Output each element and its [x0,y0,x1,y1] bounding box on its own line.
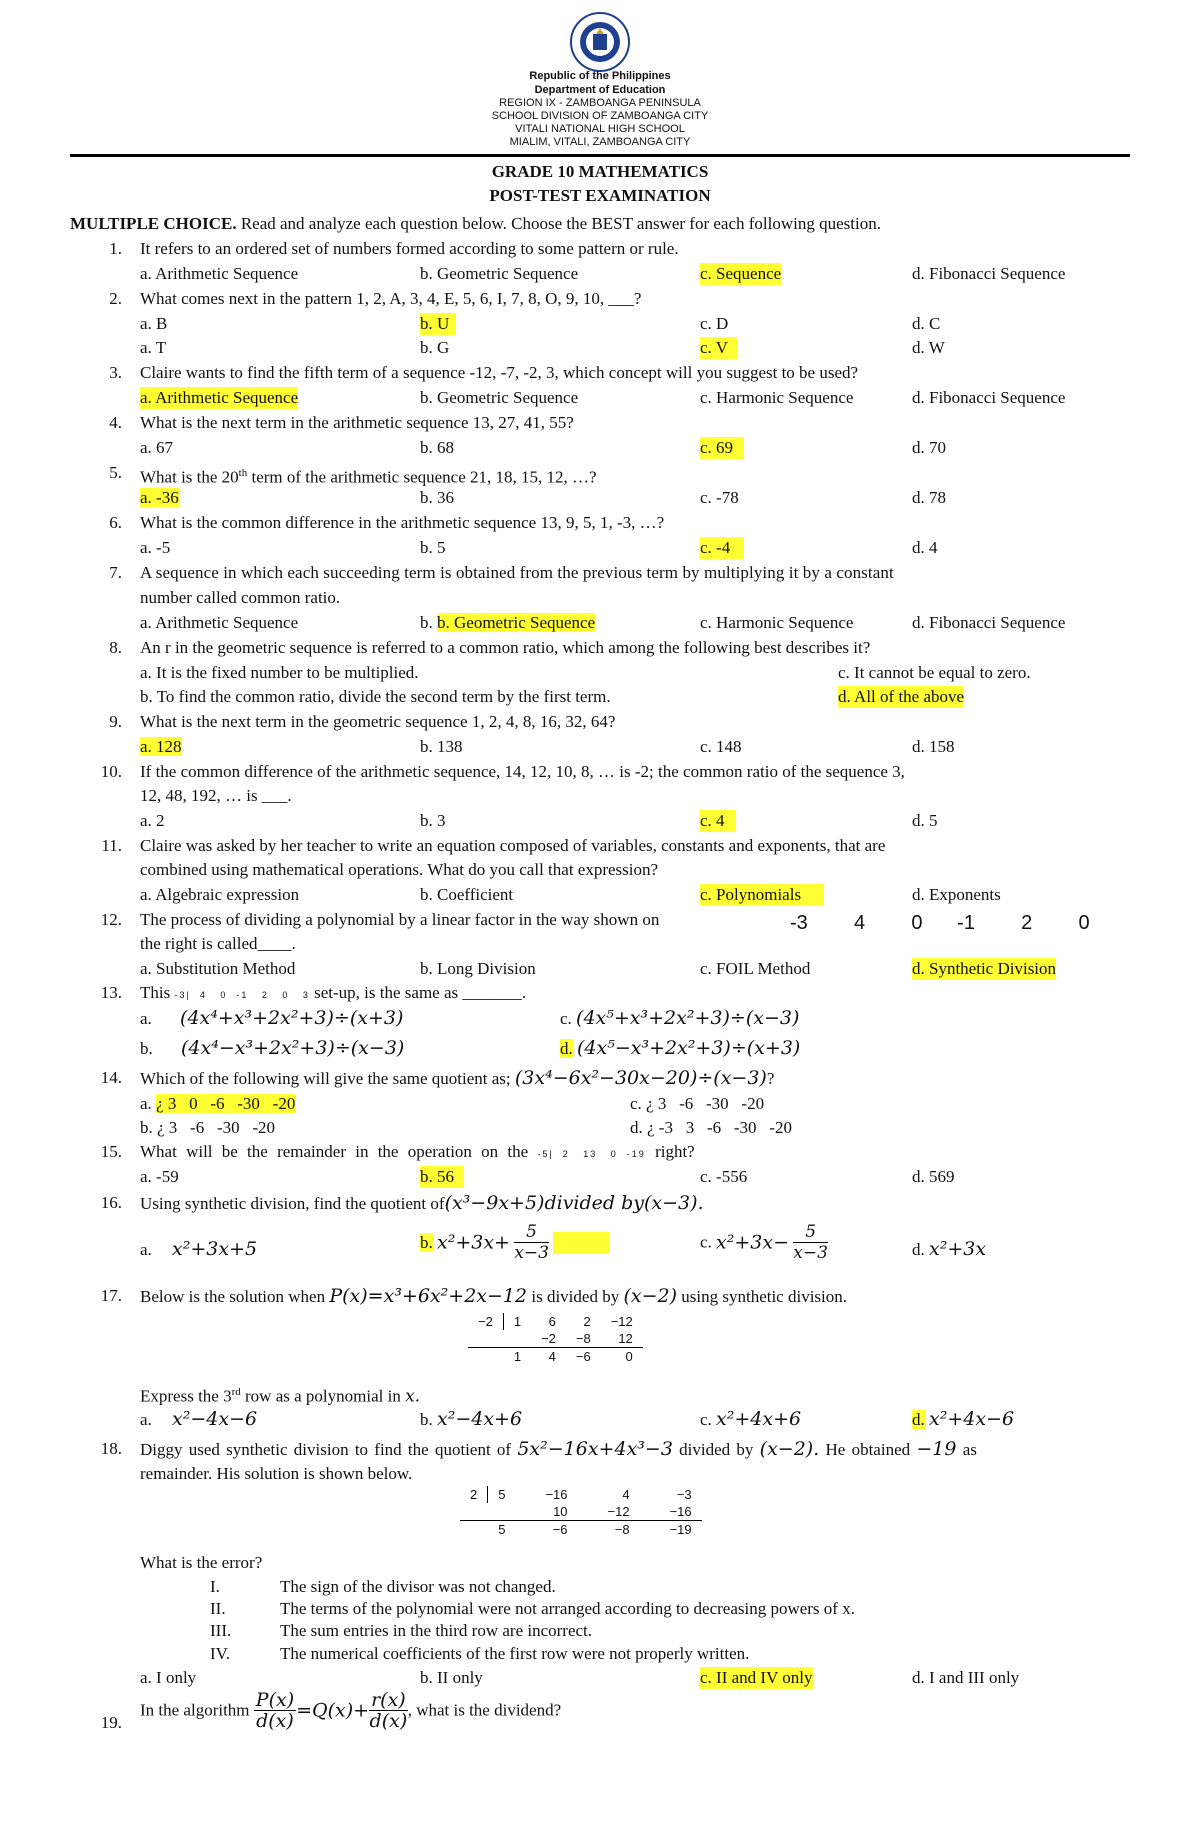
question-number: 7. [109,563,122,582]
header-divider [70,154,1130,157]
q13-synthetic-setup: -3| 4 0 -1 2 0 3 [174,990,310,1000]
q10-option-b: b. 3 [420,811,446,830]
syn18-cell: −8 [614,1522,630,1537]
q12-option-d: d. Synthetic Division [912,959,1057,978]
q18-expr-3: −19 [916,1438,957,1460]
q15-option-b: b. 56 [420,1166,464,1188]
syn17-cell: −8 [575,1331,591,1346]
q17-option-a [140,1408,257,1431]
q15-option-d: d. 569 [912,1167,955,1186]
q17-option-c-expr: x²+4x+6 [716,1408,802,1430]
question-number: 2. [109,289,122,308]
q9-option-b: b. 138 [420,737,463,756]
q16-option-b-expr: x²+3x+ [437,1231,510,1254]
question-number: 17. [100,1286,122,1305]
q17-text-post: using synthetic division. [681,1287,848,1306]
q12-option-b: b. Long Division [420,959,536,978]
q5-option-b: b. 36 [420,488,454,507]
q18-expr-1: 5x²−16x+4x³−3 [517,1438,673,1460]
question-number: 12. [100,910,122,929]
q17-express [140,1381,420,1408]
q17-option-d-label: d. [912,1410,925,1429]
question-8: An r in the geometric sequence is referred to a common ratio, which among the following best describes it? [140,638,871,657]
q16-option-c-denominator: x−3 [793,1243,828,1263]
q16-option-b-label: b. [420,1232,433,1252]
q19-fraction-2 [369,1690,408,1731]
q18-option-b: b. II only [420,1668,483,1687]
header-republic: Republic of the Philippines [529,70,671,82]
q2-option-a2: a. T [140,338,167,357]
q11-option-b: b. Coefficient [420,885,514,904]
syn18-cell: −6 [552,1522,568,1537]
q15-synthetic-setup: -5| 2 13 0 -19 [537,1149,646,1159]
q2-option-c2: c. V [700,337,738,359]
q13-option-a-label: a. [140,1009,152,1028]
syn18-row-3 [460,1521,702,1539]
q16-option-a-label: a. [140,1240,152,1259]
q17-option-b [420,1408,522,1431]
q10-option-a: a. 2 [140,811,165,830]
q2-option-d: d. C [912,314,941,333]
q10-option-c: c. 4 [700,810,736,832]
q17-express-x: x. [405,1386,421,1407]
question-13 [140,982,526,1006]
q5-superscript: th [238,467,248,479]
syn17-cell: 0 [625,1349,633,1364]
q14-option-c-label: c. [630,1094,642,1113]
syn18-cell: 4 [622,1487,630,1502]
question-number: 3. [109,363,122,382]
question-number: 6. [109,513,122,532]
q16-option-b [420,1222,609,1274]
q6-option-b: b. 5 [420,538,446,557]
syn18-cell: 2 [460,1486,488,1503]
q3-option-a: a. Arithmetic Sequence [140,388,299,407]
q13-option-b [140,1037,404,1060]
q14-text-pre: Which of the following will give the same quotient as; [140,1069,511,1088]
q18-statement-1: The sign of the divisor was not changed. [280,1577,556,1596]
q13-option-a [140,1007,403,1030]
question-12-line-2: the right is called____. [140,934,296,953]
q17-option-c-label: c. [700,1410,712,1429]
question-18-line-2: remainder. His solution is shown below. [140,1464,413,1483]
question-number: 18. [100,1439,122,1458]
syn18-cell [460,1503,488,1521]
question-17 [140,1285,847,1308]
q13-option-b-label: b. [140,1039,153,1058]
q14-option-d [630,1117,792,1139]
q11-option-c: c. Polynomials [700,884,824,906]
q8-option-a: a. It is the fixed number to be multiplied. [140,663,419,682]
header-department: Department of Education [534,84,666,96]
syn17-row-1 [468,1313,643,1330]
q5-text-pre: What is the 20 [140,467,239,487]
q19-text-post: , what is the dividend? [407,1700,562,1720]
q14-expr: (3x⁴−6x²−30x−20)÷(x−3) [514,1067,767,1089]
q6-option-c: c. -4 [700,537,744,559]
syn17-row-3 [468,1348,643,1366]
q18-option-d: d. I and III only [912,1668,1020,1687]
q16-option-c-numerator: 5 [793,1222,828,1243]
q2-option-c: c. D [700,314,729,333]
q16-option-b-highlight [553,1232,609,1254]
q6-option-d: d. 4 [912,538,938,557]
q17-text-pre: Below is the solution when [140,1287,326,1306]
question-18-line-1 [140,1438,977,1461]
question-number: 13. [100,983,122,1002]
question-number: 15. [100,1142,122,1161]
q19-expr-mid: =Q(x)+ [296,1699,370,1722]
q8-option-d: d. All of the above [838,687,965,706]
q16-option-c-fraction [793,1222,828,1263]
q18-roman-4: IV. [210,1644,230,1663]
q18-text-pre: Diggy used synthetic division to find the quotient of [140,1440,512,1459]
q10-option-d: d. 5 [912,811,938,830]
instructions-text: Read and analyze each question below. Choose the BEST answer for each following question. [236,214,881,233]
q2-option-b: b. U [420,313,456,335]
syn17-cell: −12 [610,1314,633,1329]
q13-option-b-expr: (4x⁴−x³+2x²+3)÷(x−3) [181,1037,405,1059]
q7-option-d: d. Fibonacci Sequence [912,613,1066,632]
q4-option-b: b. 68 [420,438,454,457]
q13-option-d [560,1037,800,1060]
question-number: 16. [100,1193,122,1212]
question-number: 19. [100,1713,122,1732]
syn17-cell [468,1348,503,1366]
q16-option-d [912,1238,986,1261]
question-1: It refers to an ordered set of numbers formed according to some pattern or rule. [140,239,679,258]
q19-denominator-1: d(x) [256,1710,294,1732]
question-15 [140,1141,695,1165]
q17-express-pre: Express the 3 [140,1386,232,1406]
question-12-line-1: The process of dividing a polynomial by a linear factor in the way shown on [140,910,660,929]
q4-option-d: d. 70 [912,438,946,457]
q17-synthetic-division-table [468,1313,643,1365]
syn18-cell: 5 [498,1487,506,1502]
syn18-cell: −16 [669,1504,692,1519]
syn17-cell: −6 [575,1349,591,1364]
q5-text-post: term of the arithmetic sequence 21, 18, 15, 12, …? [247,467,597,487]
q18-roman-2: II. [210,1599,226,1618]
q14-option-c [630,1093,764,1115]
q19-text-pre: In the algorithm [140,1700,250,1720]
question-5 [140,462,597,489]
q19-denominator-2: d(x) [369,1710,408,1732]
q1-option-d: d. Fibonacci Sequence [912,264,1066,283]
question-7-line-2: number called common ratio. [140,588,341,607]
q13-option-c [560,1007,799,1030]
q15-option-c: c. -556 [700,1167,748,1186]
q16-option-d-expr: x²+3x [929,1238,987,1260]
question-11-line-1: Claire was asked by her teacher to write an equation composed of variables, constants and exponents, that are [140,836,886,855]
q14-option-b-value: ¿ 3 -6 -30 -20 [157,1118,276,1137]
q14-option-b [140,1117,275,1139]
q15-option-a: a. -59 [140,1167,179,1186]
q15-text-pre: What will be the remainder in the operation on the [140,1142,529,1161]
q7-option-a: a. Arithmetic Sequence [140,613,299,632]
q9-option-a-text: a. 128 [140,737,182,756]
q18-expr-2: (x−2). [759,1438,820,1460]
q3-option-d: d. Fibonacci Sequence [912,388,1066,407]
q14-option-a-value: ¿ 3 0 -6 -30 -20 [156,1094,296,1113]
q5-option-a [140,487,179,509]
syn17-cell: 2 [583,1314,591,1329]
q13-option-d-label: d. [560,1039,573,1058]
q13-option-a-expr: (4x⁴+x³+2x²+3)÷(x+3) [180,1007,404,1029]
q12-option-c: c. FOIL Method [700,959,811,978]
question-number: 4. [109,413,122,432]
q17-text-mid: is divided by [531,1287,620,1306]
q7-option-b: b. b. Geometric Sequence [420,613,596,632]
question-number: 11. [101,836,122,855]
syn17-cell: 6 [548,1314,556,1329]
q14-option-a [140,1093,295,1115]
q17-option-a-expr: x²−4x−6 [172,1408,258,1430]
q16-option-d-label: d. [912,1240,925,1259]
q14-option-d-label: d. [630,1118,643,1137]
syn18-row-2 [460,1503,702,1521]
q14-option-c-value: ¿ 3 -6 -30 -20 [646,1094,765,1113]
syn18-cell: −16 [545,1487,568,1502]
q7-option-c: c. Harmonic Sequence [700,613,854,632]
question-14 [140,1067,774,1090]
q8-option-b: b. To find the common ratio, divide the second term by the first term. [140,687,611,706]
syn18-cell: −3 [676,1487,692,1502]
q2-option-a: a. B [140,314,168,333]
q19-numerator-1: P(x) [255,1689,295,1711]
question-number: 14. [100,1068,122,1087]
syn18-cell: 10 [553,1504,568,1519]
q16-option-c-expr: x²+3x− [716,1231,790,1254]
q18-statement-3: The sum entries in the third row are incorrect. [280,1621,593,1640]
instructions [70,213,881,235]
q16-expr: (x³−9x+5)divided by(x−3). [444,1192,704,1214]
syn17-cell [468,1330,503,1348]
q9-option-a [140,736,182,758]
syn18-cell: 5 [498,1522,506,1537]
q4-option-a: a. 67 [140,438,174,457]
header-region: REGION IX - ZAMBOANGA PENINSULA [499,97,701,109]
syn18-cell [460,1521,488,1539]
question-6: What is the common difference in the arithmetic sequence 13, 9, 5, 1, -3, …? [140,513,665,532]
syn18-cell [488,1503,516,1521]
q16-option-a [140,1238,257,1261]
q18-what-is-error: What is the error? [140,1553,263,1572]
q19-fraction-1 [254,1690,296,1731]
q17-option-d [912,1408,1014,1431]
q18-statement-4: The numerical coefficients of the first row were not properly written. [280,1644,750,1663]
q17-express-sup: rd [231,1386,241,1398]
syn17-row-2 [468,1330,643,1348]
question-number: 1. [109,239,122,258]
syn17-cell: 1 [513,1349,522,1364]
question-number: 9. [109,712,122,731]
q18-option-c: c. II and IV only [700,1668,813,1687]
question-11-line-2: combined using mathematical operations. What do you call that expression? [140,860,659,879]
q4-option-c: c. 69 [700,437,744,459]
question-4: What is the next term in the arithmetic sequence 13, 27, 41, 55? [140,413,574,432]
question-16 [140,1192,704,1215]
q16-option-b-denominator: x−3 [514,1243,549,1263]
q12-synthetic-setup: -3 4 0 -1 2 0 [790,912,1090,934]
q18-text-post: He obtained [825,1440,911,1459]
q13-text-pre: This [140,983,171,1002]
q2-option-b2: b. G [420,338,450,357]
q3-option-b: b. Geometric Sequence [420,388,579,407]
q17-option-b-label: b. [420,1410,433,1429]
syn18-row-1 [460,1486,702,1503]
q18-synthetic-division-table [460,1486,702,1538]
question-3: Claire wants to find the fifth term of a sequence -12, -7, -2, 3, which concept will you suggest to be used? [140,363,859,382]
q1-option-b: b. Geometric Sequence [420,264,579,283]
question-19 [140,1690,561,1750]
q15-text-post: right? [655,1142,695,1161]
q18-statement-2: The terms of the polynomial were not arranged according to decreasing powers of x. [280,1599,855,1618]
question-9: What is the next term in the geometric sequence 1, 2, 4, 8, 16, 32, 64? [140,712,616,731]
q18-text-end: as [962,1440,977,1459]
q17-express-post: row as a polynomial in [240,1386,401,1406]
q17-expr-1: P(x)=x³+6x²+2x−12 [329,1285,528,1307]
q14-option-a-label: a. [140,1094,152,1113]
q16-text-pre: Using synthetic division, find the quotient of [140,1194,445,1213]
q3-option-c: c. Harmonic Sequence [700,388,854,407]
q18-roman-1: I. [210,1577,220,1596]
q18-text-mid: divided by [679,1440,754,1459]
question-2: What comes next in the pattern 1, 2, A, 3, 4, E, 5, 6, I, 7, 8, O, 9, 10, ___? [140,289,642,308]
exam-title-type: POST-TEST EXAMINATION [489,186,711,205]
q1-option-c: c. Sequence [700,264,782,283]
syn17-cell: −2 [541,1331,556,1346]
instructions-bold: MULTIPLE CHOICE. [70,214,237,233]
q16-option-b-fraction [514,1222,549,1263]
q12-option-a: a. Substitution Method [140,959,296,978]
deped-seal-icon [570,12,630,72]
q9-option-c: c. 148 [700,737,742,756]
q11-option-a: a. Algebraic expression [140,885,300,904]
q17-option-b-expr: x²−4x+6 [437,1408,523,1430]
header-school: VITALI NATIONAL HIGH SCHOOL [515,123,685,135]
q2-option-d2: d. W [912,338,945,357]
q13-option-c-expr: (4x⁵+x³+2x²+3)÷(x−3) [576,1007,800,1029]
syn17-cell: 12 [618,1331,633,1346]
q7-option-b-text: b. Geometric Sequence [437,613,596,632]
q13-option-d-expr: (4x⁵−x³+2x²+3)÷(x+3) [577,1037,801,1059]
q17-option-d-expr: x²+4x−6 [929,1408,1015,1430]
syn18-cell: −19 [669,1522,692,1537]
q9-option-d: d. 158 [912,737,955,756]
question-number: 10. [100,762,122,781]
q5-option-c: c. -78 [700,488,739,507]
question-number: 8. [109,638,122,657]
syn18-cell: −12 [607,1504,630,1519]
syn17-cell: −2 [468,1313,503,1330]
q16-option-c [700,1222,828,1274]
q14-option-d-value: ¿ -3 3 -6 -30 -20 [647,1118,792,1137]
q5-option-d: d. 78 [912,488,946,507]
q13-option-c-label: c. [560,1009,572,1028]
q6-option-a: a. -5 [140,538,171,557]
syn17-cell: 4 [548,1349,556,1364]
header-division: SCHOOL DIVISION OF ZAMBOANGA CITY [491,110,709,122]
q17-option-c [700,1408,801,1431]
q19-numerator-2: r(x) [371,1689,406,1711]
q17-expr-2: (x−2) [623,1285,678,1307]
q17-option-a-label: a. [140,1410,152,1429]
q18-option-a: a. I only [140,1668,197,1687]
question-10-line-2: 12, 48, 192, … is ___. [140,786,292,805]
syn17-cell: 1 [513,1314,522,1329]
q14-text-post: ? [766,1069,775,1088]
question-number: 5. [109,463,122,482]
q8-option-c: c. It cannot be equal to zero. [838,663,1031,682]
q1-option-a: a. Arithmetic Sequence [140,264,299,283]
q16-option-a-expr: x²+3x+5 [172,1238,258,1260]
q5-option-a-text: a. -36 [140,488,179,507]
q18-roman-3: III. [210,1621,232,1640]
q14-option-b-label: b. [140,1118,153,1137]
q11-option-d: d. Exponents [912,885,1001,904]
question-10-line-1: If the common difference of the arithmetic sequence, 14, 12, 10, 8, … is -2; the common ratio of the sequence 3, [140,762,905,781]
header-address: MIALIM, VITALI, ZAMBOANGA CITY [509,136,691,148]
q13-text-post: set-up, is the same as _______. [314,983,527,1002]
question-7-line-1: A sequence in which each succeeding term is obtained from the previous term by multiplying it by a constant [140,563,894,582]
q16-option-b-numerator: 5 [514,1222,549,1243]
syn17-cell [503,1330,531,1348]
exam-title-grade: GRADE 10 MATHEMATICS [491,162,709,181]
q16-option-c-label: c. [700,1232,712,1252]
